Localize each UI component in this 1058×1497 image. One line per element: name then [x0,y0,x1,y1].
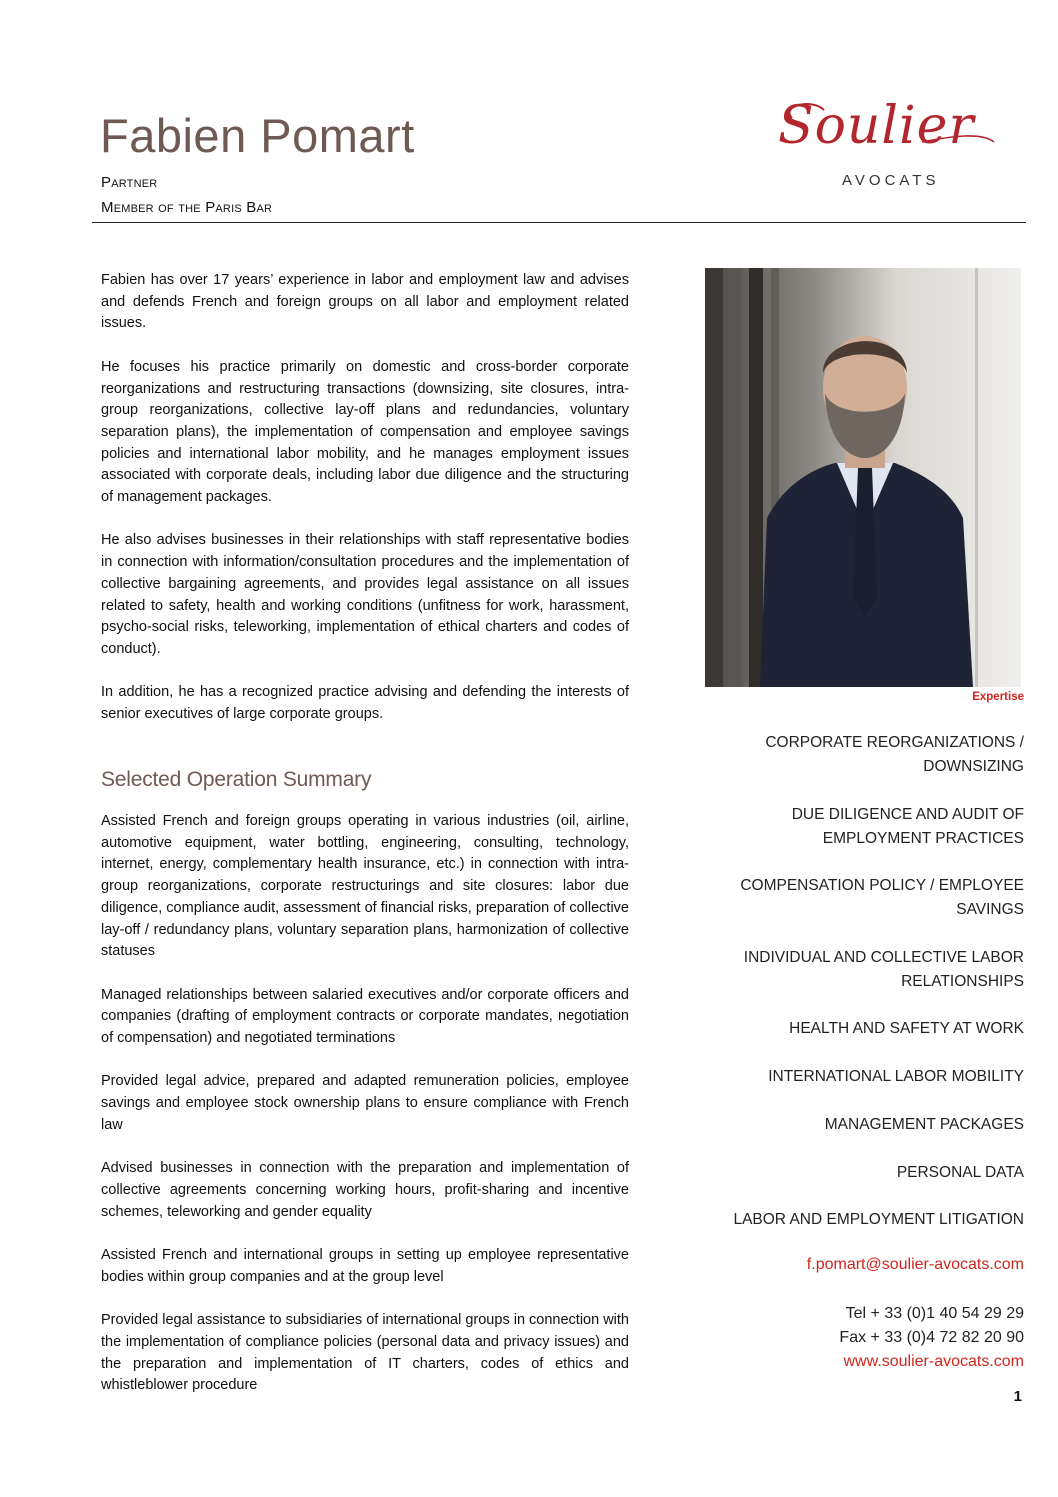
role-title: Partner [101,174,158,191]
operation-item: Provided legal assistance to subsidiaries of international groups in connection with the implementation of compliance policies (personal data and privacy issues) and the preparation and implementation of IT charters, codes of ethics and whistleblower procedure [101,1312,629,1394]
expertise-item: CORPORATE REORGANIZATIONS / DOWNSIZING [765,734,1024,775]
bio-paragraph: He also advises businesses in their relationships with staff representative bodies in connection with information/consultation procedures and the implementation of collective bargaining agreements, and provides legal assistance on all issues related to safety, health and working conditions (unfitness for work, harassment, psycho-social risks, teleworking, implementation of ethical charters and codes of conduct). [101,532,629,657]
operation-item: Advised businesses in connection with the preparation and implementation of collective agreements concerning working hours, profit-sharing and incentive schemes, teleworking and gender equality [101,1160,629,1220]
website-link[interactable]: www.soulier-avocats.com [843,1353,1024,1370]
email-link[interactable]: f.pomart@soulier-avocats.com [806,1256,1024,1273]
portrait-photo [705,268,1021,687]
page-number: 1 [1013,1388,1022,1405]
expertise-item: INTERNATIONAL LABOR MOBILITY [768,1068,1024,1085]
operation-item: Managed relationships between salaried executives and/or corporate officers and companies (drafting of employment contracts or corporate mandates, negotiation of compensation) and negotiated terminations [101,986,629,1047]
logo-subtitle: AVOCATS [842,172,940,189]
biography [101,270,629,747]
expertise-item: DUE DILIGENCE AND AUDIT OF EMPLOYMENT PRACTICES [791,806,1024,847]
expertise-item: LABOR AND EMPLOYMENT LITIGATION [733,1211,1024,1228]
phone-number: Tel + 33 (0)1 40 54 29 29 [845,1305,1024,1322]
operations-list [101,811,629,1419]
expertise-item: INDIVIDUAL AND COLLECTIVE LABOR RELATIONSHIPS [743,949,1024,990]
operation-item: Assisted French and international groups in setting up employee representative bodies within group companies and at the group level [101,1247,629,1285]
expertise-item: HEALTH AND SAFETY AT WORK [789,1020,1024,1037]
bio-paragraph: He focuses his practice primarily on domestic and cross-border corporate reorganizations and restructuring transactions (downsizing, site closures, intra-group reorganizations, collective lay-off plans and redundancies, voluntary separation plans), the implementation of compensation and employee savings policies and international labor mobility, and he manages employment issues associated with corporate deals, including labor due diligence and the structuring of management packages. [101,358,629,506]
soulier-avocats-logo [772,96,998,196]
fax-number: Fax + 33 (0)4 72 82 20 90 [839,1329,1024,1346]
operation-item: Provided legal advice, prepared and adapted remuneration policies, employee savings and employee stock ownership plans to ensure compliance with French law [101,1073,629,1133]
bar-membership: Member of the Paris Bar [101,199,273,216]
logo-wordmark: Soulier [778,96,975,156]
person-name: Fabien Pomart [100,109,415,162]
expertise-label: Expertise [972,691,1024,703]
expertise-item: PERSONAL DATA [896,1164,1024,1181]
header-divider [92,222,1026,223]
expertise-item: COMPENSATION POLICY / EMPLOYEE SAVINGS [740,877,1024,918]
expertise-item: MANAGEMENT PACKAGES [824,1116,1024,1133]
bio-paragraph: In addition, he has a recognized practice advising and defending the interests of senior executives of large corporate groups. [101,684,629,723]
section-title: Selected Operation Summary [101,768,372,791]
operation-item: Assisted French and foreign groups operating in various industries (oil, airline, automotive equipment, water bottling, engineering, consulting, technology, internet, energy, complementary health insurance, etc.) in connection with intra-group reorganizations, corporate restructurings and site closures: labor due diligence, compliance audit, assessment of financial risks, preparation of collective lay-off / redundancy plans, voluntary separation plans, harmonization of collective statuses [101,813,629,960]
bio-paragraph: Fabien has over 17 years’ experience in labor and employment law and advises and defends French and foreign groups on all labor and employment related issues. [101,272,629,332]
